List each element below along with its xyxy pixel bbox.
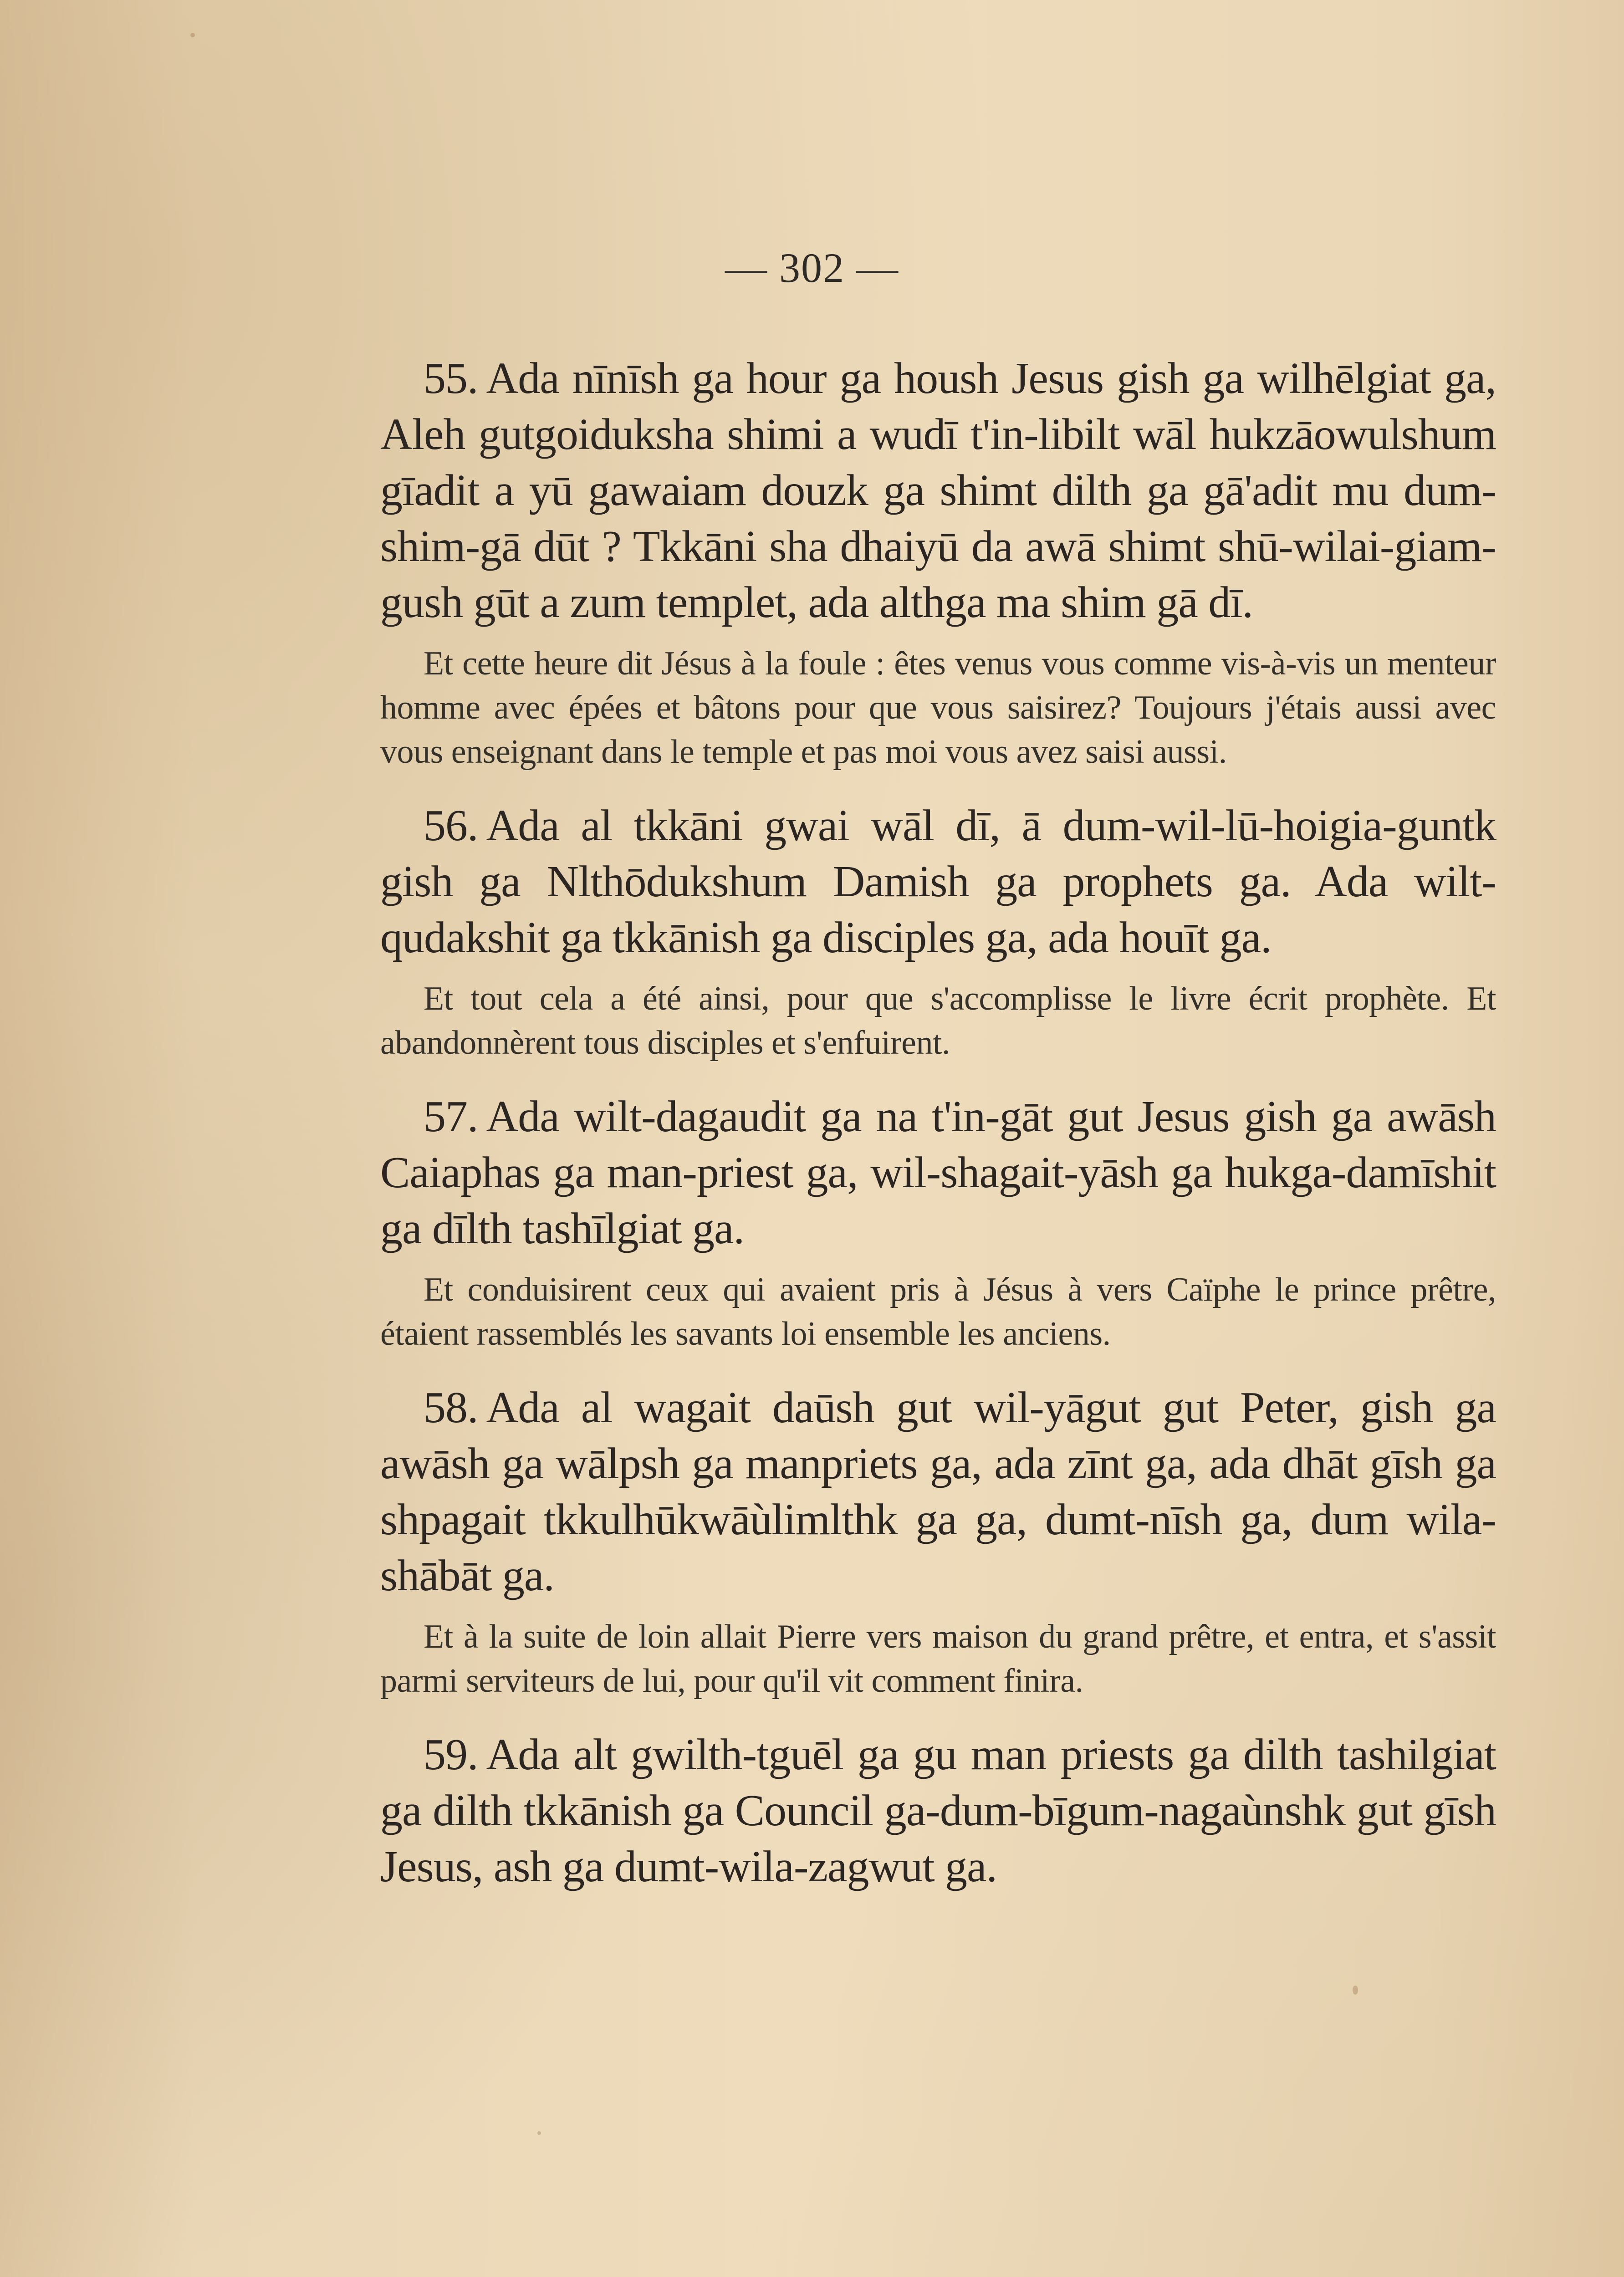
verse-body: Ada al tkkāni gwai wāl dī, ā dum-wil-lū-hoigia-guntk gish ga Nlthōdukshum Damish ga prophets ga. Ada wilt-qudakshit ga tkkānish ga disciples ga, ada houīt ga.	[380, 801, 1496, 962]
verse-text	[380, 1727, 1496, 1895]
verse-57	[380, 1089, 1496, 1356]
verse-text	[380, 1089, 1496, 1257]
french-translation: Et cette heure dit Jésus à la foule : êtes venus vous comme vis-à-vis un menteur homme avec épées et bâtons pour que vous saisirez? Toujours j'étais aussi avec vous enseignant dans le temple et pas moi vous avez saisi aussi.	[380, 645, 1496, 771]
paper-speck	[1353, 1986, 1358, 1995]
french-translation: Et conduisirent ceux qui avaient pris à Jésus à vers Caïphe le prince prêtre, étaient rassemblés les savants loi ensemble les anciens.	[380, 1271, 1496, 1353]
verse-text	[380, 351, 1496, 631]
verse-58	[380, 1380, 1496, 1703]
verse-body: Ada alt gwilth-tguēl ga gu man priests ga dilth tashilgiat ga dilth tkkānish ga Council ga-dum-bīgum-nagaùnshk gut gīsh Jesus, ash ga dumt-wila-zagwut ga.	[380, 1730, 1496, 1891]
verse-text	[380, 1380, 1496, 1604]
verse-number: 59.	[424, 1730, 478, 1779]
page-body	[380, 351, 1496, 1906]
verse-body: Ada wilt-dagaudit ga na t'in-gāt gut Jesus gish ga awāsh Caiaphas ga man-priest ga, wil-shagait-yāsh ga hukga-damīshit ga dīlth tashīlgiat ga.	[380, 1092, 1496, 1253]
page-number: — 302 —	[725, 245, 899, 291]
verse-body: Ada al wagait daūsh gut wil-yāgut gut Peter, gish ga awāsh ga wālpsh ga manpriets ga, ada zīnt ga, ada dhāt gīsh ga shpagait tkkulhūkwāùlimlthk ga ga, dumt-nīsh ga, dum wila-shābāt ga.	[380, 1383, 1496, 1600]
french-translation: Et à la suite de loin allait Pierre vers maison du grand prêtre, et entra, et s'assit parmi serviteurs de lui, pour qu'il vit comment finira.	[380, 1618, 1496, 1700]
verse-55	[380, 351, 1496, 774]
verse-59	[380, 1727, 1496, 1895]
verse-number: 58.	[424, 1383, 478, 1432]
paper-speck	[190, 33, 195, 37]
verse-56	[380, 798, 1496, 1065]
verse-text	[380, 798, 1496, 966]
verse-number: 56.	[424, 801, 478, 850]
verse-number: 57.	[424, 1092, 478, 1141]
verse-number: 55.	[424, 354, 478, 403]
french-translation: Et tout cela a été ainsi, pour que s'accomplisse le livre écrit prophète. Et abandonnèrent tous disciples et s'enfuirent.	[380, 980, 1496, 1062]
verse-body: Ada nīnīsh ga hour ga housh Jesus gish ga wilhēlgiat ga, Aleh gutgoiduksha shimi a wudī t'in-libilt wāl hukzāowulshum gīadit a yū gawaiam douzk ga shimt dilth ga gā'adit mu dum-shim-gā dūt ? Tkkāni sha dhaiyū da awā shimt shū-wilai-giam-gush gūt a zum templet, ada althga ma shim gā dī.	[380, 354, 1496, 627]
paper-speck	[537, 2131, 541, 2135]
